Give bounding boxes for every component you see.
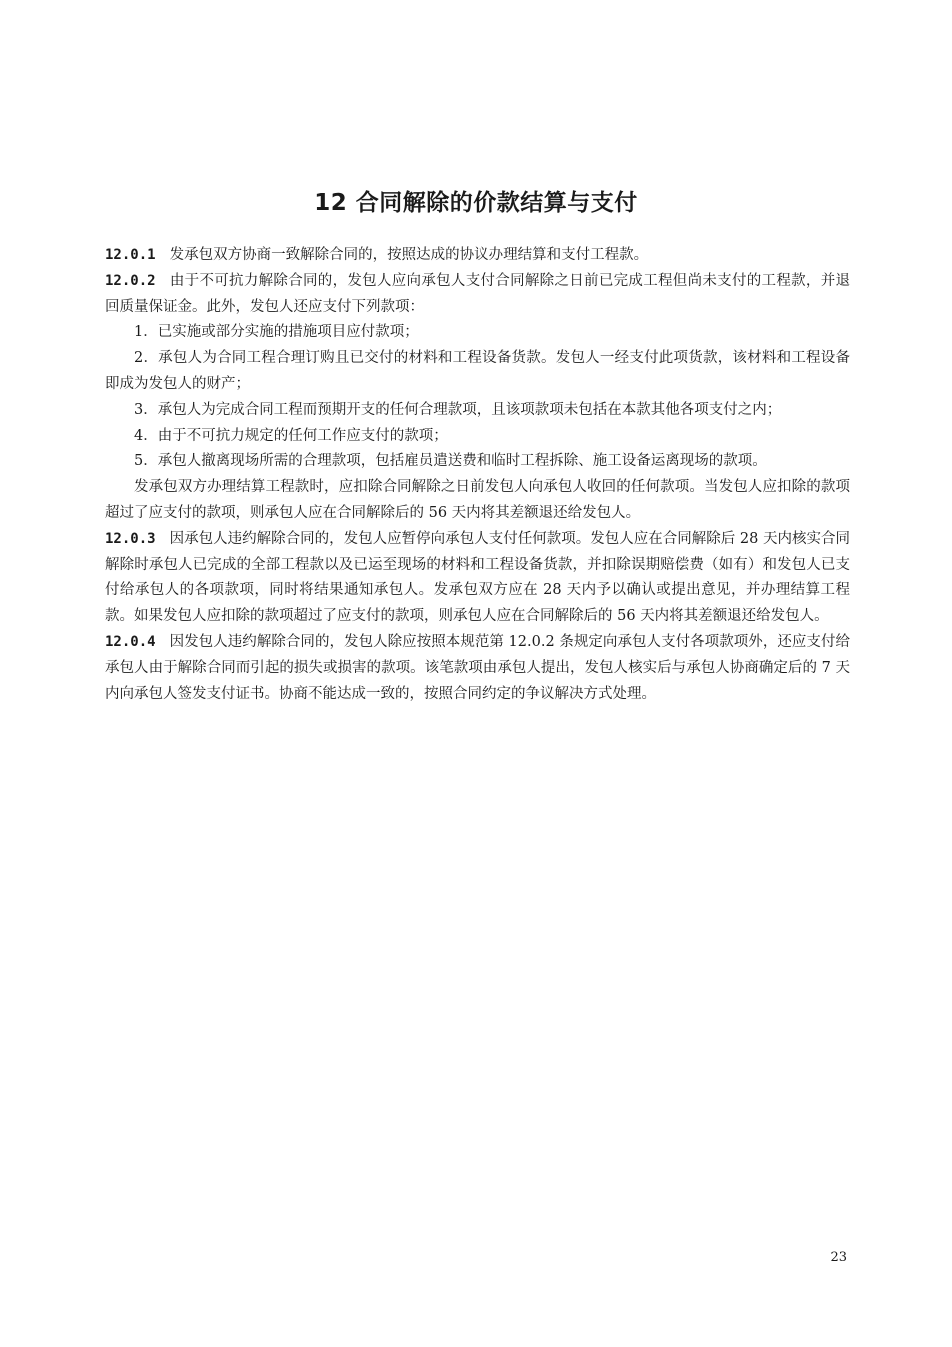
clause-text: 发承包双方协商一致解除合同的，按照达成的协议办理结算和支付工程款。 — [169, 247, 649, 263]
clause-number: 12.0.3 — [105, 530, 156, 547]
section-title: 12 合同解除的价款结算与支付 — [314, 190, 638, 216]
clause-number: 12.0.2 — [105, 272, 156, 289]
clause-paragraph: 发承包双方办理结算工程款时，应扣除合同解除之日前发包人向承包人收回的任何款项。当发包人应扣除的款项超过了应支付的款项，则承包人应在合同解除后的 56 天内将其差额退还给发包人。 — [105, 479, 850, 521]
clause-12-0-3 — [105, 527, 850, 630]
list-item: 3．承包人为完成合同工程而预期开支的任何合理款项，且该项款项未包括在本款其他各项支付之内； — [134, 401, 782, 418]
list-item: 2．承包人为合同工程合理订购且已交付的材料和工程设备货款。发包人一经支付此项货款，该材料和工程设备即成为发包人的财产； — [105, 350, 850, 392]
section-body — [105, 243, 850, 707]
clause-number: 12.0.1 — [105, 247, 156, 263]
clause-12-0-1 — [105, 243, 850, 269]
page-number: 23 — [830, 1250, 847, 1265]
list-item: 5．承包人撤离现场所需的合理款项，包括雇员遣送费和临时工程拆除、施工设备运离现场的款项。 — [134, 453, 767, 470]
clause-text: 因发包人违约解除合同的，发包人除应按照本规范第 12.0.2 条规定向承包人支付各项款项外，还应支付给承包人由于解除合同而引起的损失或损害的款项。该笔款项由承包人提出，发包人核实后与承包人协商确定后的 7 天内向承包人签发支付证书。协商不能达成一致的，按照合同约定的争议解决方式处理。 — [105, 633, 850, 702]
clause-12-0-2 — [105, 269, 850, 321]
clause-text: 由于不可抗力解除合同的，发包人应向承包人支付合同解除之日前已完成工程但尚未支付的工程款，并退回质量保证金。此外，发包人还应支付下列款项： — [105, 272, 850, 315]
clause-text: 因承包人违约解除合同的，发包人应暂停向承包人支付任何款项。发包人应在合同解除后 28 天内核实合同解除时承包人已完成的全部工程款以及已运至现场的材料和工程设备货款，并扣除误期赔偿费（如有）和发包人已支付给承包人的各项款项，同时将结果通知承包人。发承包双方应在 28 天内予以确认或提出意见，并办理结算工程款。如果发包人应扣除的款项超过了应支付的款项，则承包人应在合同解除后的 56 天内将其差额退还给发包人。 — [105, 530, 850, 625]
list-item: 4．由于不可抗力规定的任何工作应支付的款项； — [134, 427, 448, 444]
clause-12-0-4 — [105, 630, 850, 707]
list-item: 1．已实施或部分实施的措施项目应付款项； — [134, 324, 419, 341]
clause-number: 12.0.4 — [105, 633, 156, 650]
